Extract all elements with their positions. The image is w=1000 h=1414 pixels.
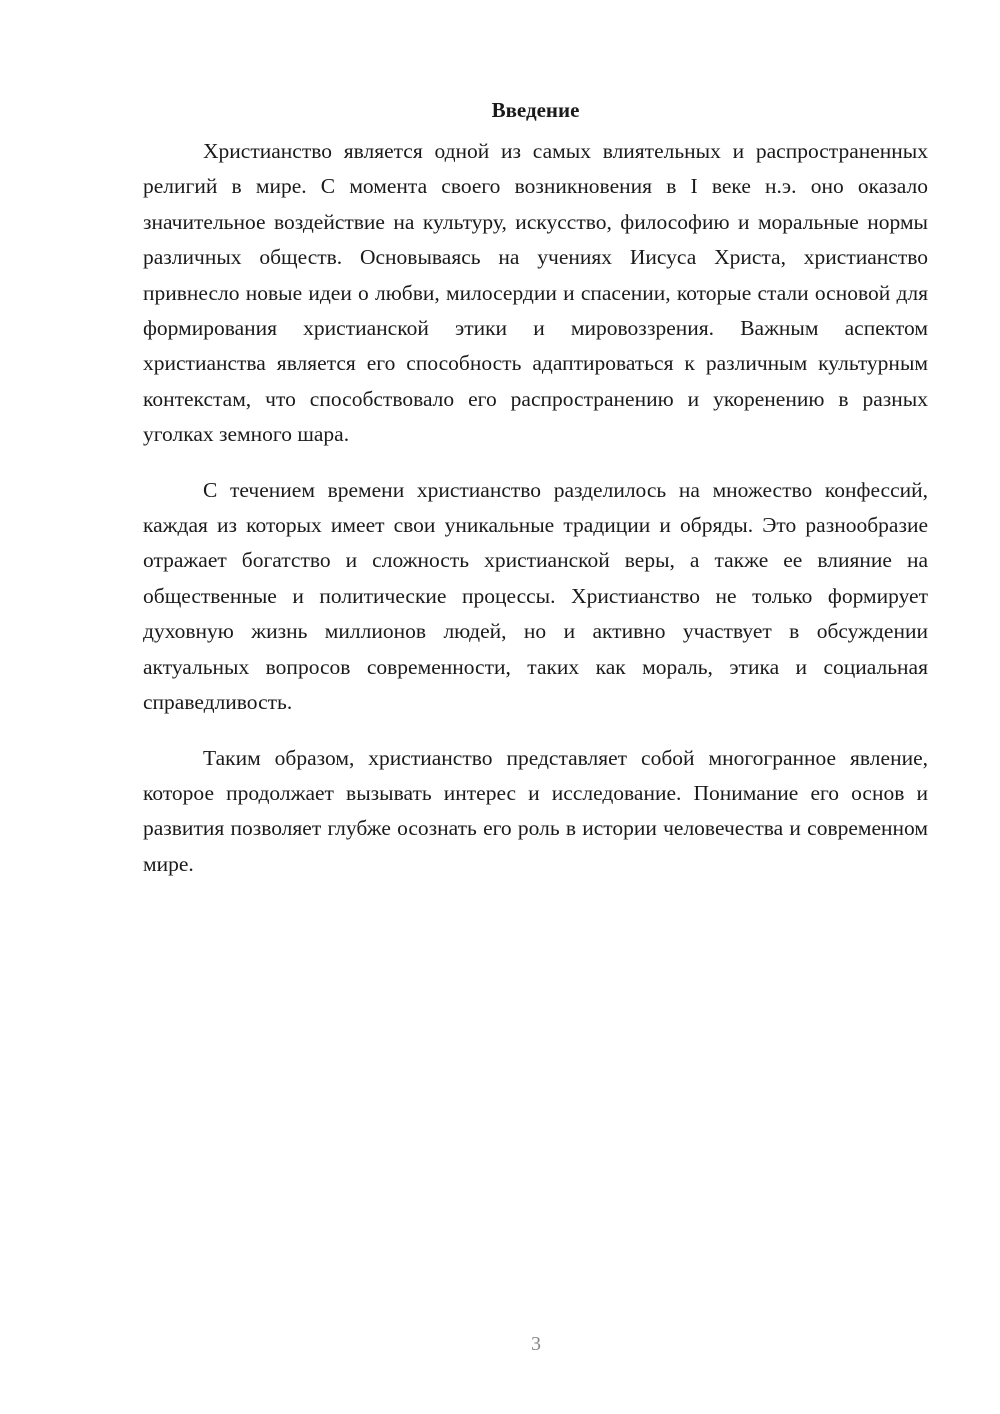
paragraph-1: Христианство является одной из самых влиятельных и распространенных религий в мире. С момента своего возникновения в I веке н.э. оно оказало значительное воздействие на культуру, искусство, философию и моральные нормы различных обществ. Основываясь на учениях Иисуса Христа, христианство привнесло новые идеи о любви, милосердии и спасении, которые стали основой для формирования христианской этики и мировоззрения. Важным аспектом христианства является его способность адаптироваться к различным культурным контекстам, что способствовало его распространению и укоренению в разных уголках земного шара. (143, 139, 928, 447)
page-number: 3 (531, 1333, 541, 1355)
paragraph-3: Таким образом, христианство представляет собой многогранное явление, которое продолжает вызывать интерес и исследование. Понимание его основ и развития позволяет глубже осознать его роль в истории человечества и современном мире. (143, 745, 928, 876)
section-title: Введение (491, 98, 580, 122)
paragraph-2: С течением времени христианство разделилось на множество конфессий, каждая из которых имеет свои уникальные традиции и обряды. Это разнообразие отражает богатство и сложность христианской веры, а также ее влияние на общественные и политические процессы. Христианство не только формирует духовную жизнь миллионов людей, но и активно участвует в обсуждении актуальных вопросов современности, таких как мораль, этика и социальная справедливость. (143, 477, 928, 715)
page-content (143, 92, 928, 902)
